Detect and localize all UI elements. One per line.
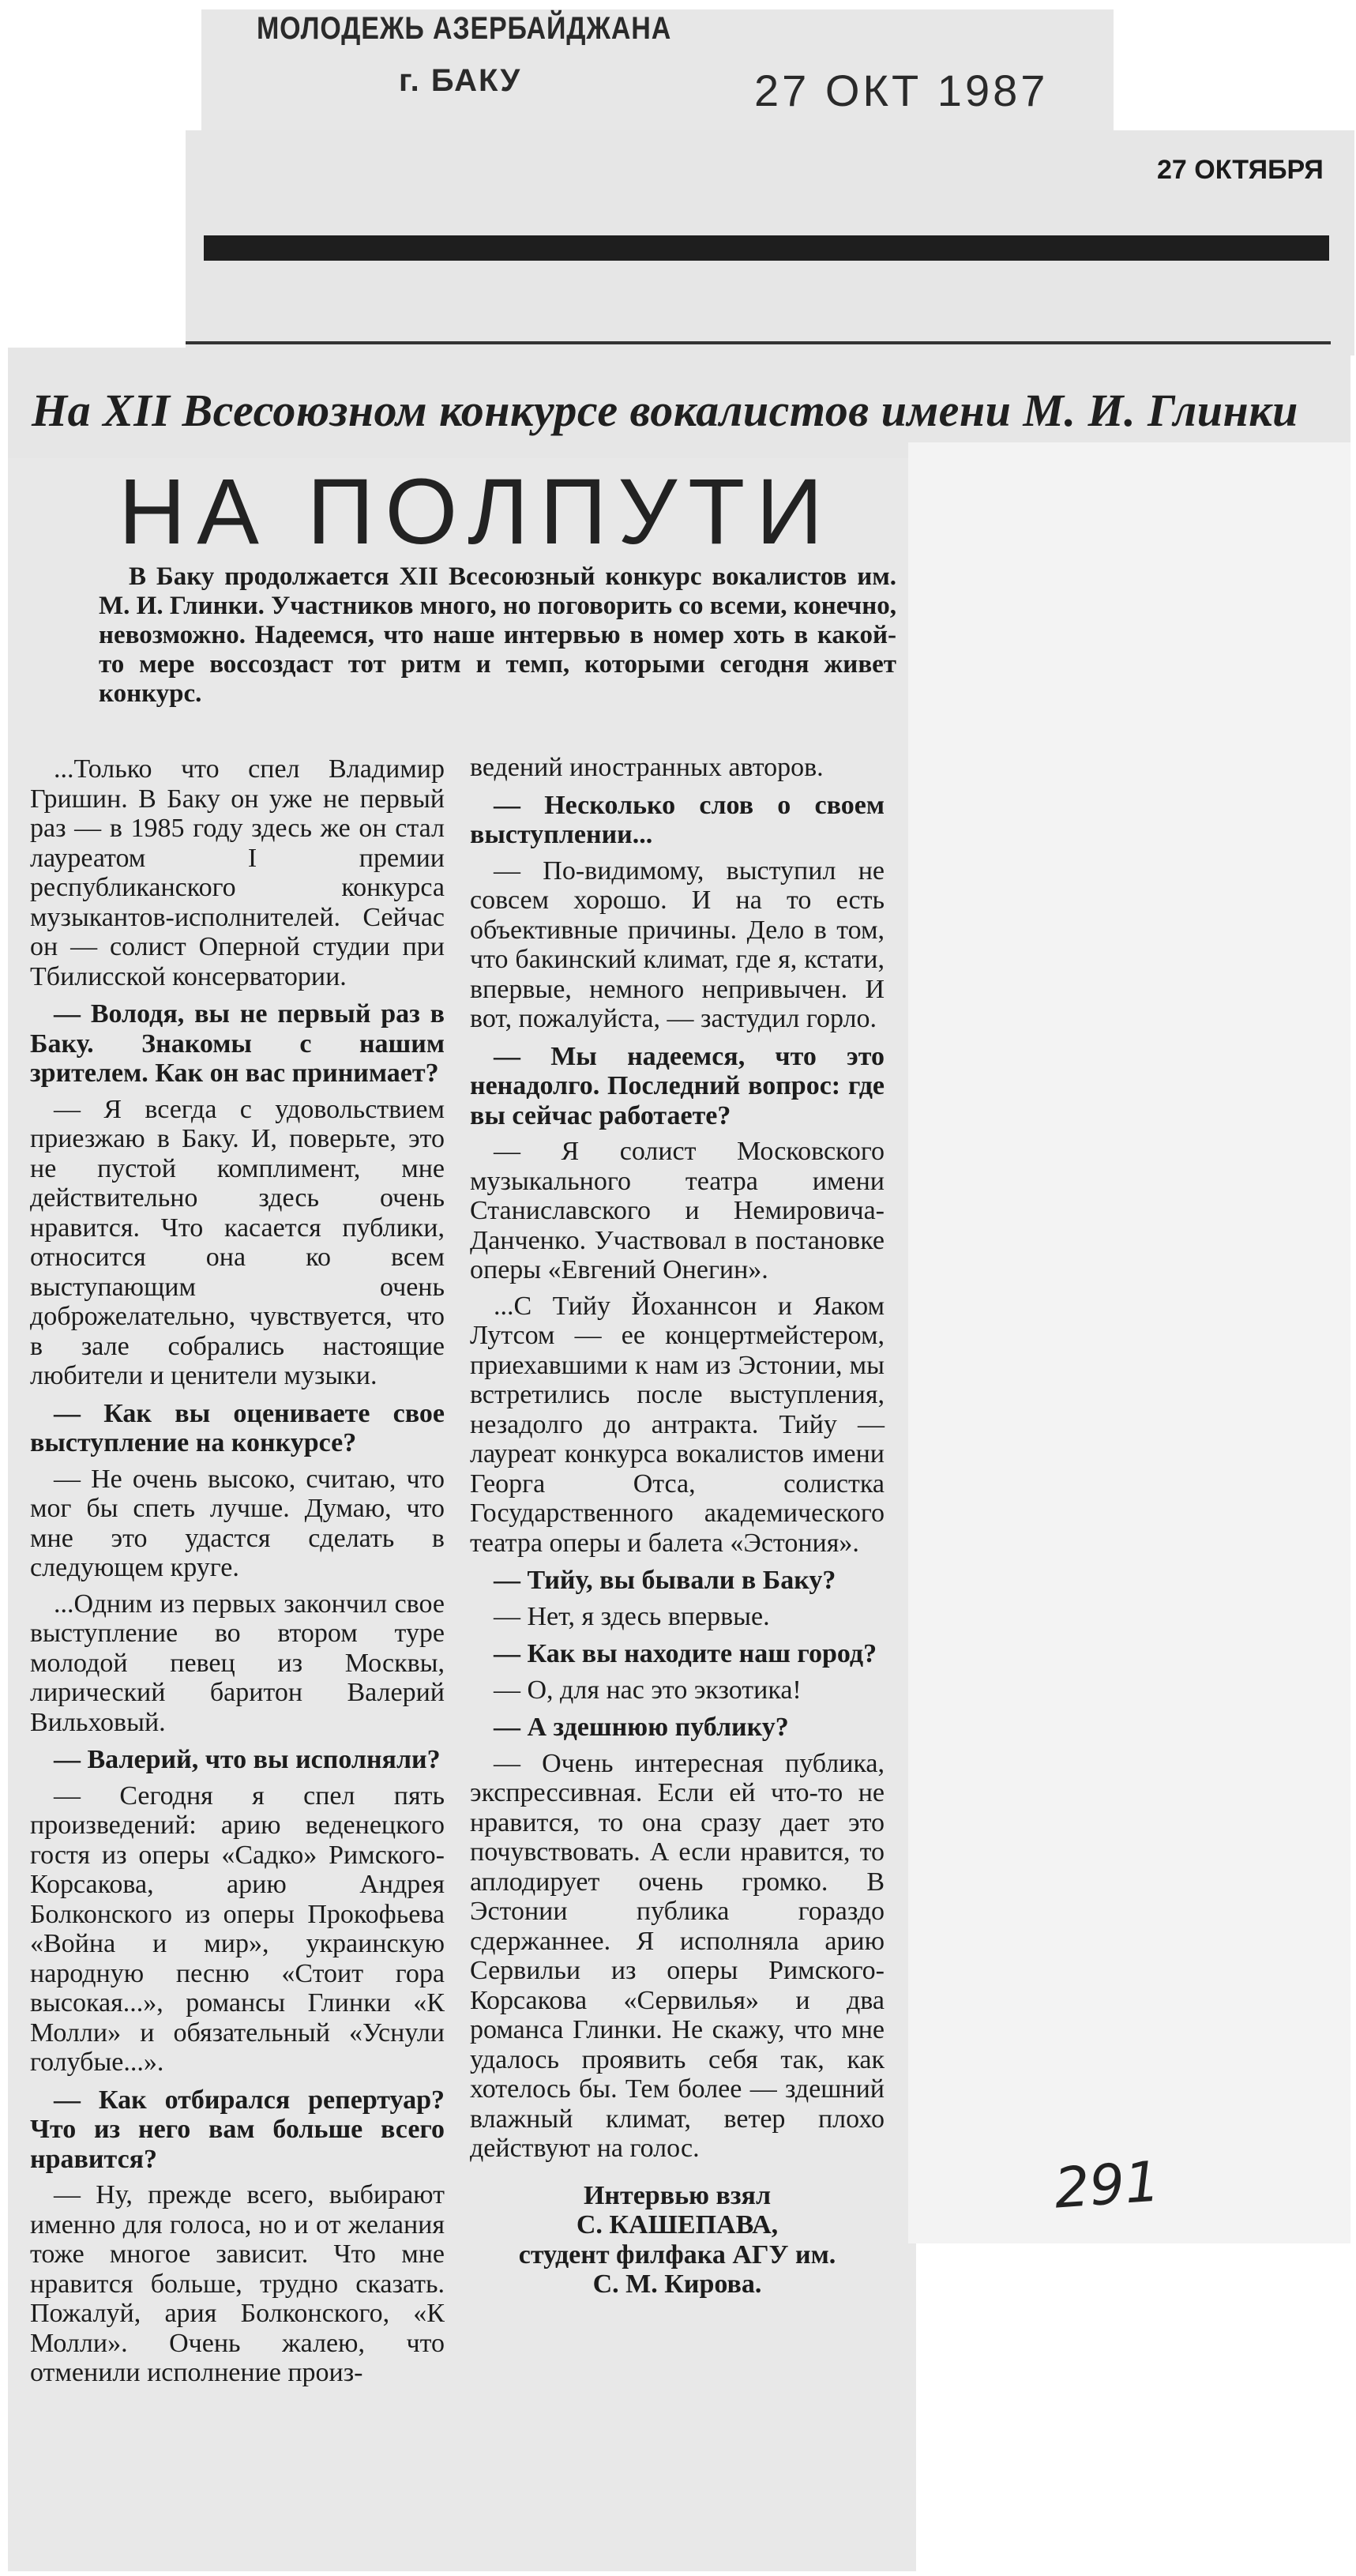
article-paragraph: — Я солист Московского музыкального театра имени Станиславского и Немировича-Данченко. Участвовал в постановке оперы «Евгений Онегин». bbox=[470, 1137, 885, 1284]
issue-date: 27 ОКТЯБРЯ bbox=[1157, 155, 1324, 185]
interview-question: — Как вы находите наш город? bbox=[494, 1639, 877, 1668]
interview-question: — Как отбирался репертуар? Что из него вам больше всего нравится? bbox=[30, 2085, 445, 2174]
signature-line: Интервью взял bbox=[583, 2180, 772, 2210]
article-paragraph: ...Одним из первых закончил свое выступление во втором туре молодой певец из Москвы, лирический баритон Валерий Вильховый. bbox=[30, 1589, 445, 1737]
interview-question: — Несколько слов о своем выступлении... bbox=[470, 790, 885, 849]
interview-question: — А здешнюю публику? bbox=[494, 1713, 789, 1742]
article-paragraph: — Нет, я здесь впервые. bbox=[494, 1601, 770, 1631]
interview-question: — Тийу, вы бывали в Баку? bbox=[494, 1566, 836, 1595]
article-paragraph: — По-видимому, выступил не совсем хорошо. И на то есть объективные причины. Дело в том, что бакинский климат, где я, кстати, впервые, немного непривычен. И вот, пожалуйста, — застудил горло. bbox=[470, 856, 885, 1033]
headline: НА ПОЛПУТИ bbox=[118, 460, 835, 564]
interview-question: — Володя, вы не первый раз в Баку. Знакомы с нашим зрителем. Как он вас принимает? bbox=[30, 999, 445, 1088]
interview-question: — Мы надеемся, что это ненадолго. Последний вопрос: где вы сейчас работаете? bbox=[470, 1041, 885, 1130]
article-paragraph: — Не очень высоко, считаю, что мог бы спеть лучше. Думаю, что мне это удастся сделать в следующем круге. bbox=[30, 1464, 445, 1582]
backing-sheet bbox=[908, 442, 1350, 2243]
interview-question: — Как вы оцениваете свое выступление на конкурсе? bbox=[30, 1398, 445, 1457]
lead-text: В Баку продолжается XII Всесоюзный конкурс вокалистов им. М. И. Глинки. Участников много, но поговорить со всеми, конечно, невозможно. Надеемся, что наше интервью в номер хоть в какой-то мере воссоздаст тот ритм и темп, которыми сегодня живет конкурс. bbox=[99, 562, 896, 708]
stamp-date: 27 ОКТ 1987 bbox=[754, 66, 1049, 115]
signature-line: студент филфака АГУ им. bbox=[518, 2239, 836, 2270]
page-number: 291 bbox=[1052, 2149, 1163, 2221]
article-paragraph: ...С Тийу Йоханнсон и Яаком Лутсом — ее концертмейстером, приехавшими к нам из Эстонии, мы встретились после выступления, незадолго до антракта. Тийу — лауреат конкурса вокалистов имени Георга Отса, солистка Государственного академического театра оперы и балета «Эстония». bbox=[470, 1291, 885, 1558]
article-paragraph: — Сегодня я спел пять произведений: арию веденецкого гостя из оперы «Садко» Римского-Корсакова, арию Андрея Болконского из оперы Прокофьева «Война и мир», украинскую народную песню «Стоит гора высокая...», романсы Глинки «К Молли» и обязательный «Уснули голубые...». bbox=[30, 1781, 445, 2077]
article-paragraph: — Ну, прежде всего, выбирают именно для голоса, но и от желания тоже многое зависит. Что мне нравится больше, трудно сказать. Пожалуй, ария Болконского, «К Молли». Очень жалею, что отменили исполнение произ- bbox=[30, 2180, 445, 2387]
article-paragraph: ...Только что спел Владимир Гришин. В Баку он уже не первый раз — в 1985 году здесь же он стал лауреатом I премии республиканского конкурса музыкантов-исполнителей. Сейчас он — солист Оперной студии при Тбилисской консерватории. bbox=[30, 754, 445, 991]
article-paragraph: — Очень интересная публика, экспрессивная. Если ей что-то не нравится, то она сразу дает это почувствовать. А если нравится, то аплодирует очень громко. В Эстонии публика гораздо сдержаннее. Я исполняла арию Сервильи из оперы Римского-Корсакова «Сервилья» и два романса Глинки. Не скажу, что мне удалось проявить себя так, как хотелось бы. Тем более — здешний влажный климат, ветер плохо действуют на голос. bbox=[470, 1748, 885, 2163]
city-stamp: г. БАКУ bbox=[399, 63, 522, 98]
article-paragraph: — О, для нас это экзотика! bbox=[494, 1675, 802, 1705]
author-signature bbox=[470, 2181, 885, 2300]
lead-paragraph bbox=[99, 562, 896, 709]
rubric-title: На XII Всесоюзном конкурсе вокалистов имени М. И. Глинки bbox=[32, 385, 1298, 436]
divider-rule bbox=[186, 341, 1331, 344]
signature-line: С. М. Кирова. bbox=[592, 2270, 762, 2299]
left-column bbox=[30, 754, 445, 2394]
article-paragraph: ведений иностранных авторов. bbox=[470, 753, 824, 782]
header-rule bbox=[204, 235, 1329, 261]
signature-line: С. КАШЕПАВА, bbox=[576, 2210, 779, 2239]
interview-question: — Валерий, что вы исполняли? bbox=[54, 1745, 441, 1774]
right-column bbox=[470, 753, 885, 2306]
article-paragraph: — Я всегда с удовольствием приезжаю в Баку. И, поверьте, это не пустой комплимент, мне действительно здесь очень нравится. Что касается публики, относится она ко всем выступающим очень доброжелательно, чувствуется, что в зале собрались настоящие любители и ценители музыки. bbox=[30, 1094, 445, 1390]
newspaper-stamp: МОЛОДЕЖЬ АЗЕРБАЙДЖАНА bbox=[257, 11, 672, 46]
